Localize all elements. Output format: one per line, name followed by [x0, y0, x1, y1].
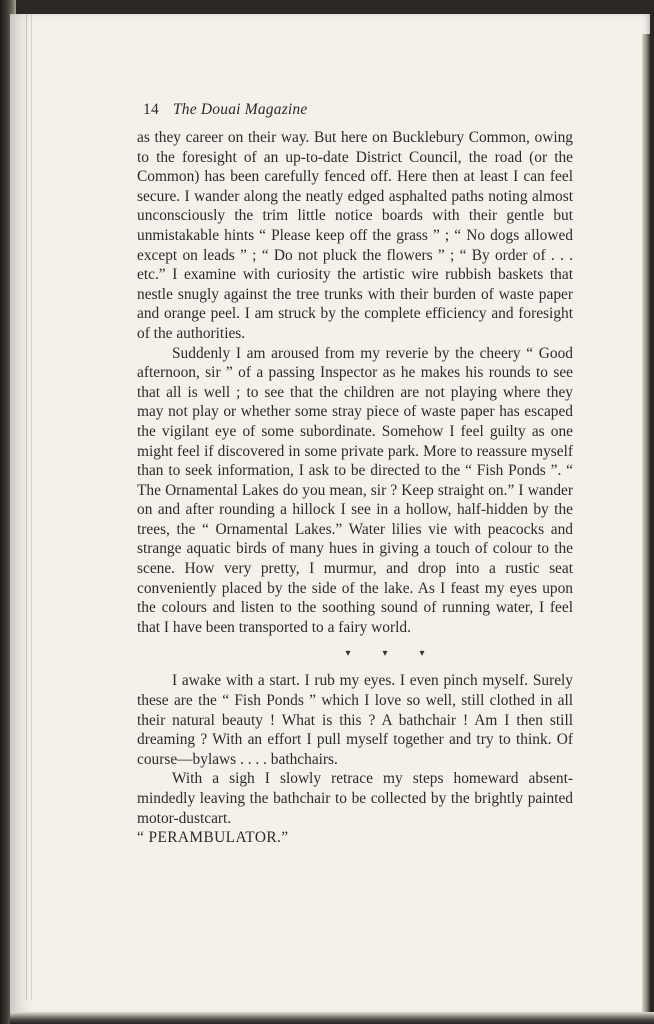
- paragraph-sigh: With a sigh I slowly retrace my steps homeward absent-mindedly leaving the bathchair to be collected by the brightly painted motor-dustcart.: [137, 770, 573, 827]
- paragraph-continued: as they career on their way. But here on Bucklebury Common, owing to the foresight of an up-to-date District Council, the road (or the Common) has been carefully fenced off. Here then at least I can feel secure. I wander along the neatly edged asphalted paths noting almost unconsciously the trim little notice boards with their gentle but unmistakable hints “ Please keep off the grass ” ; “ No dogs allowed except on leads ” ; “ Do not pluck the flowers ” ; “ By order of . . . etc.” I examine with curiosity the artistic wire rubbish baskets that nestle snugly against the tree trunks with their burden of waste paper and orange peel. I am struck by the complete efficiency and foresight of the authorities.: [137, 129, 573, 342]
- page-gutter-line-inner: [31, 14, 32, 1000]
- page-gutter-line: [26, 14, 27, 1000]
- page-right-edge: [642, 34, 650, 1024]
- section-break: [137, 635, 573, 671]
- section-break-mark: ▾: [382, 647, 388, 659]
- paragraph-awake: I awake with a start. I rub my eyes. I even pinch myself. Surely these are the “ Fish Ponds ” which I love so well, still clothed in all their natural beauty ! What is this ? A bathchair ! Am I then still dreaming ? With an effort I pull myself together and try to think. Of course—bylaws . . . . bathchairs.: [137, 672, 573, 768]
- author-signature: “ PERAMBULATOR.”: [137, 829, 289, 847]
- page-bottom-edge: [10, 1012, 654, 1024]
- running-header: [143, 101, 307, 119]
- section-break-mark: ▾: [345, 647, 351, 659]
- section-break-mark: ▾: [419, 647, 425, 659]
- page-number: 14: [143, 101, 159, 118]
- paragraph-inspector: Suddenly I am aroused from my reverie by the cheery “ Good afternoon, sir ” of a passing Inspector as he makes his rounds to see that all is well ; to see that the children are not playing where they may not play or whether some stray piece of waste paper has escaped the vigilant eye of some subordinate. Somehow I feel guilty as one might feel if discovered in some private park. More to reassure myself than to seek information, I ask to be directed to the “ Fish Ponds ”. “ The Ornamental Lakes do you mean, sir ? Keep straight on.” I wander on and after rounding a hillock I see in a hollow, half-hidden by the trees, the “ Ornamental Lakes.” Water lilies vie with peacocks and strange aquatic birds of many hues in giving a touch of colour to the scene. How very pretty, I murmur, and drop into a rustic seat conveniently placed by the side of the lake. As I feast my eyes upon the colours and listen to the soothing sound of running water, I feel that I have been transported to a fairy world.: [137, 344, 573, 636]
- magazine-title: The Douai Magazine: [172, 101, 308, 118]
- article-body: [137, 128, 573, 848]
